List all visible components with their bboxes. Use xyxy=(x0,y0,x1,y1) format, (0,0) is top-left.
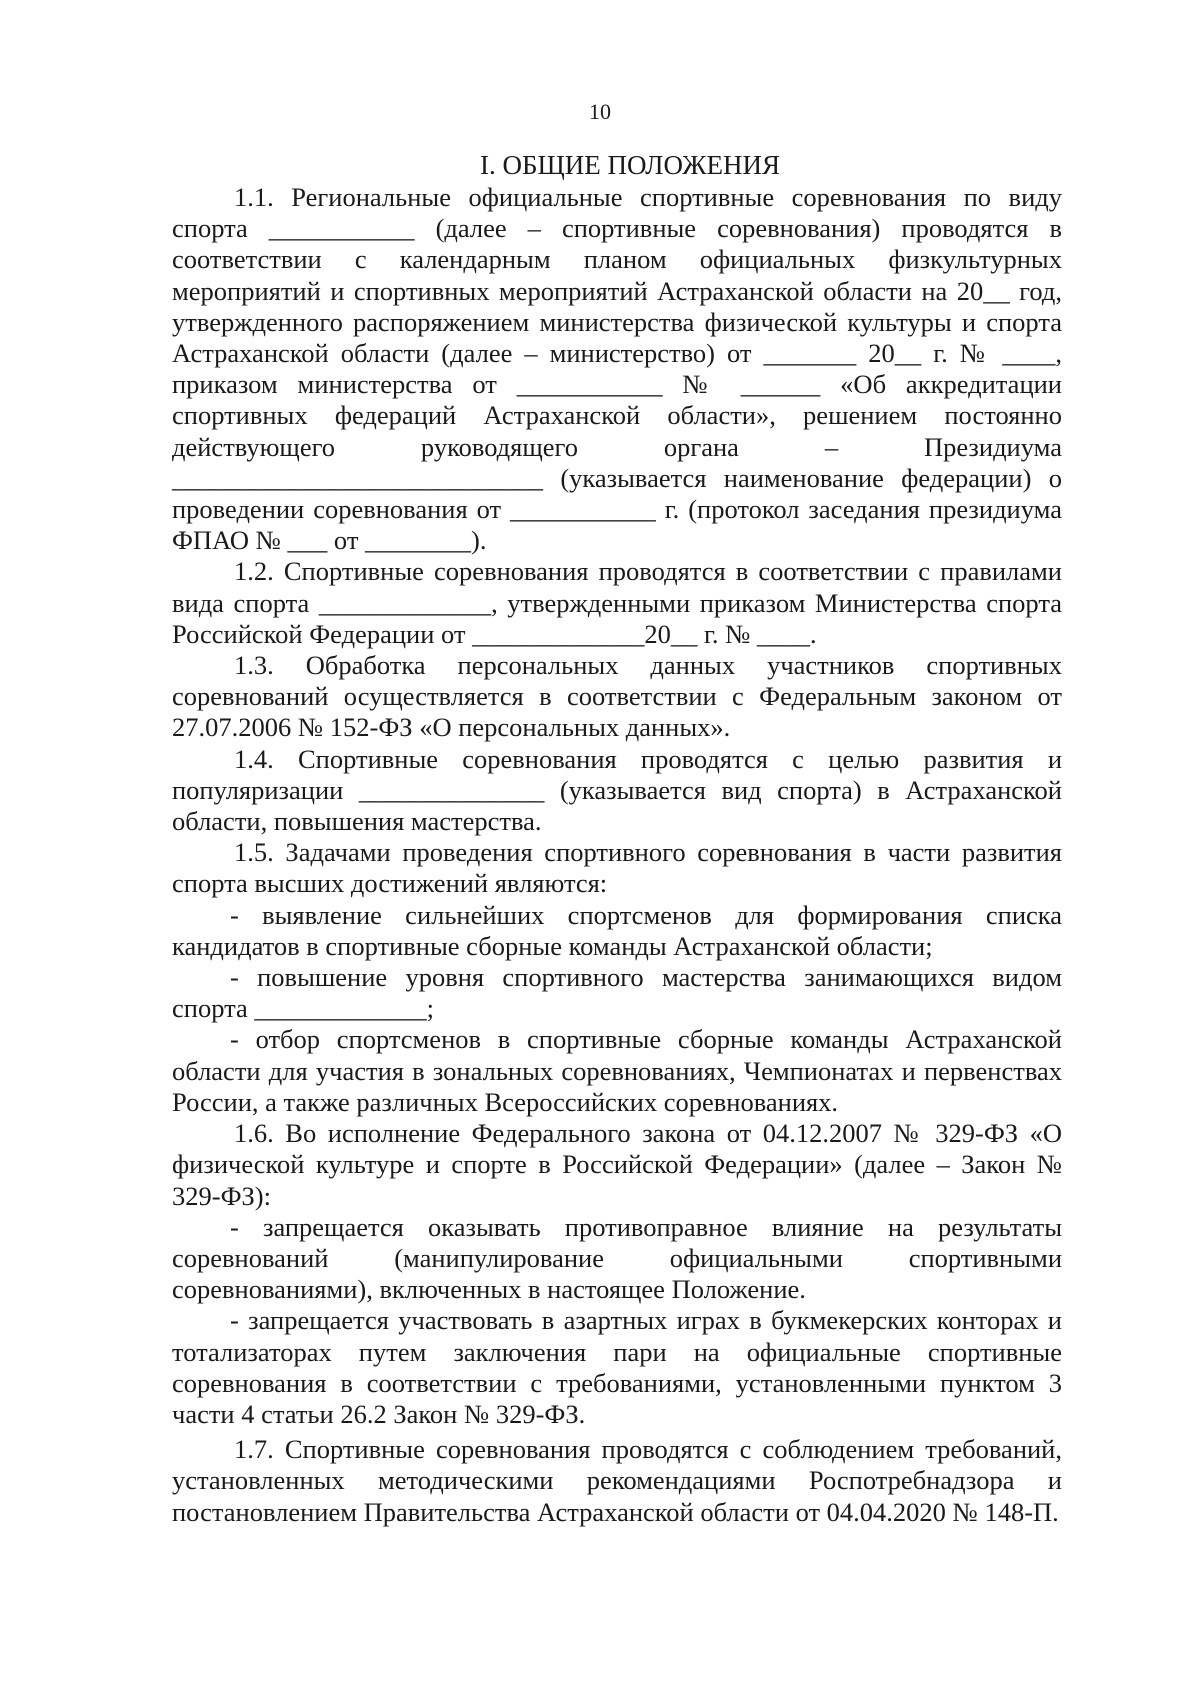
list-item-task-3: - отбор спортсменов в спортивные сборные команды Астраханской области для участия в зональных соревнованиях, Чемпионатах и первенствах России, а также различных Всероссийских соревнованиях. xyxy=(172,1024,1062,1117)
list-item-prohibition-1: - запрещается оказывать противоправное влияние на результаты соревнований (манипулирование официальными спортивными соревнованиями), включенных в настоящее Положение. xyxy=(172,1211,1062,1305)
paragraph-1-4: 1.4. Спортивные соревнования проводятся с целью развития и популяризации ______________ (указывается вид спорта) в Астраханской области, повышения мастерства. xyxy=(172,743,1062,837)
list-item-task-2: - повышение уровня спортивного мастерства занимающихся видом спорта _____________; xyxy=(172,962,1062,1024)
document-body xyxy=(172,182,1062,1528)
paragraph-1-1: 1.1. Региональные официальные спортивные соревнования по виду спорта ___________ (далее – спортивные соревнования) проводятся в соответствии с календарным планом официальных физкультурных мероприятий и спортивных мероприятий Астраханской области на 20__ год, утвержденного распоряжением министерства физической культуры и спорта Астраханской области (далее – министерство) от _______ 20__ г. № ____, приказом министерства от ___________ № ______ «Об аккредитации спортивных федераций Астраханской области», решением постоянно действующего руководящего органа – Президиума ____________________________ (указывается наименование федерации) о проведении соревнования от ___________ г. (протокол заседания президиума ФПАО № ___ от ________). xyxy=(172,182,1062,556)
paragraph-1-7: 1.7. Спортивные соревнования проводятся с соблюдением требований, установленных методическими рекомендациями Роспотребнадзора и постановлением Правительства Астраханской области от 04.04.2020 № 148-П. xyxy=(172,1434,1062,1527)
paragraph-1-5: 1.5. Задачами проведения спортивного соревнования в части развития спорта высших достижений являются: xyxy=(172,837,1062,899)
list-item-prohibition-2: - запрещается участвовать в азартных играх в букмекерских конторах и тотализаторах путем заключения пари на официальные спортивные соревнования в соответствии с требованиями, установленными пунктом 3 части 4 статьи 26.2 Закон № 329-ФЗ. xyxy=(172,1305,1062,1429)
paragraph-1-3: 1.3. Обработка персональных данных участников спортивных соревнований осуществляется в соответствии с Федеральным законом от 27.07.2006 № 152-ФЗ «О персональных данных». xyxy=(172,650,1062,743)
section-heading: I. ОБЩИЕ ПОЛОЖЕНИЯ xyxy=(480,150,780,180)
paragraph-1-6: 1.6. Во исполнение Федерального закона от 04.12.2007 № 329-ФЗ «О физической культуре и спорте в Российской Федерации» (далее – Закон № 329-ФЗ): xyxy=(172,1118,1062,1211)
paragraph-1-2: 1.2. Спортивные соревнования проводятся в соответствии с правилами вида спорта _____________, утвержденными приказом Министерства спорта Российской Федерации от _____________20__ г. № ____. xyxy=(172,556,1062,649)
page-number: 10 xyxy=(589,99,611,124)
list-item-task-1: - выявление сильнейших спортсменов для формирования списка кандидатов в спортивные сборные команды Астраханской области; xyxy=(172,899,1062,961)
